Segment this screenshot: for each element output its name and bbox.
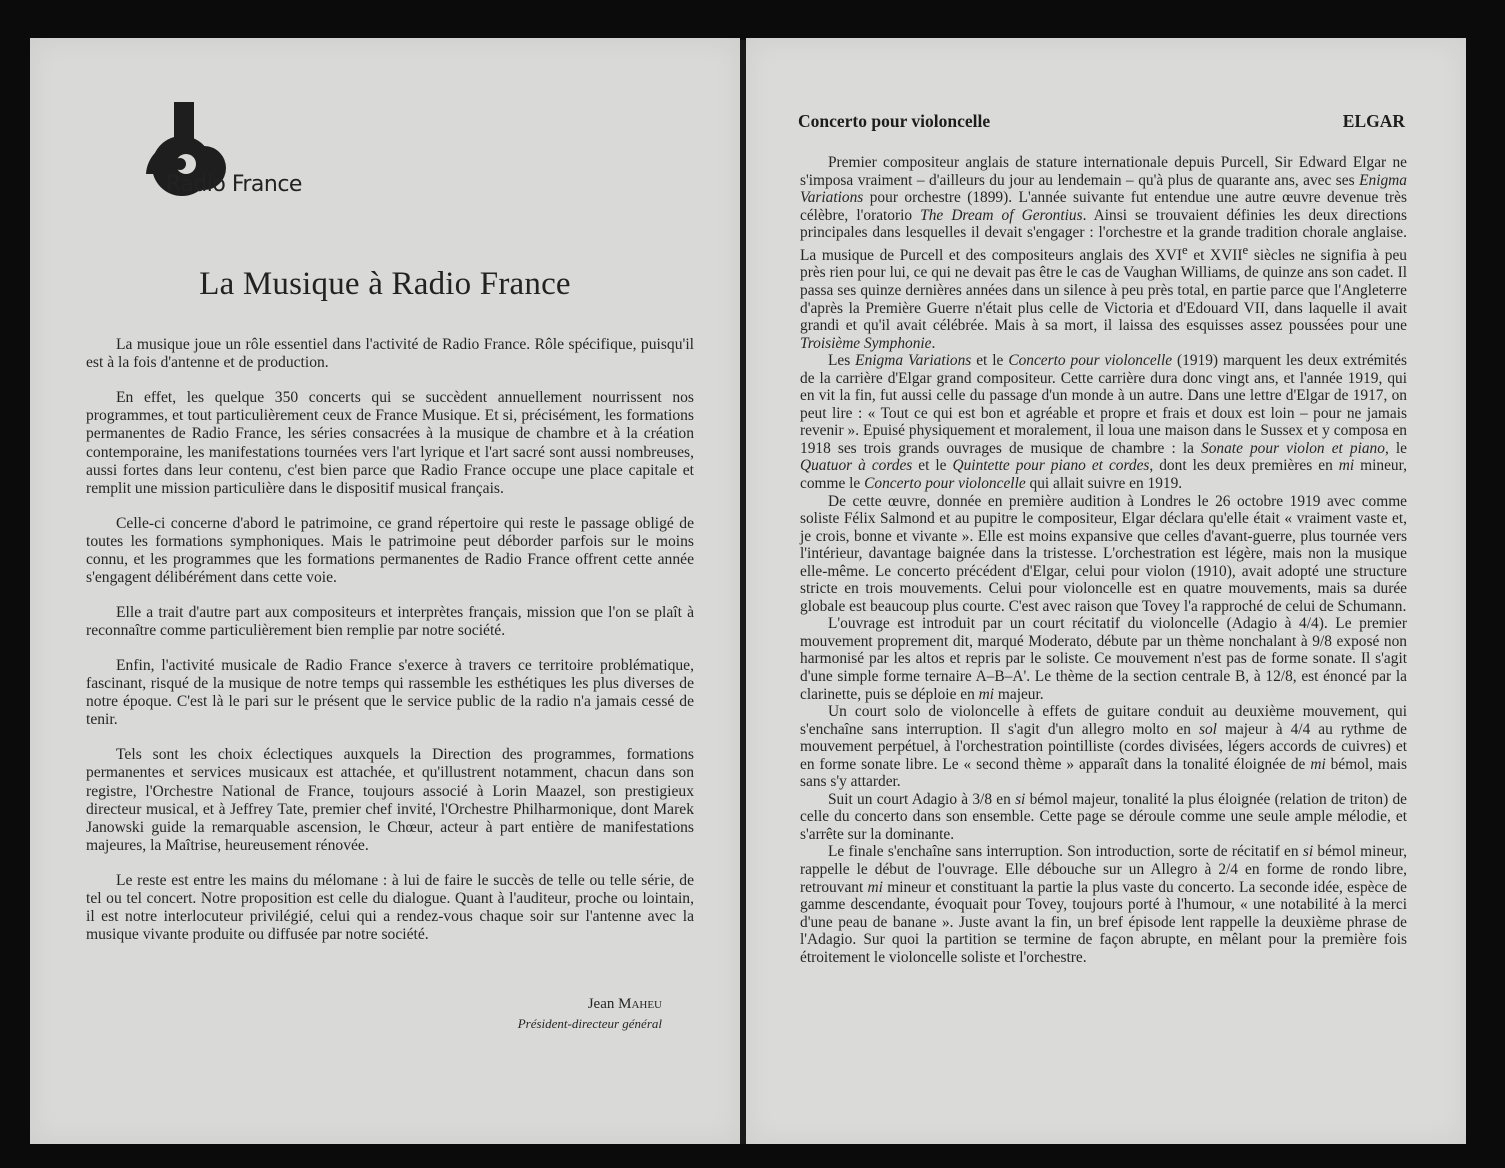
paragraph: Le finale s'enchaîne sans interruption. Son introduction, sorte de récitatif en si bémol mineur, rappelle le début de l'ouvrage. Elle débouche sur un Allegro à 2/4 en forme de rondo libre, retrouvant mi mineur et constituant la partie la plus vaste du concerto. La seconde idée, espèce de gamme descendante, évoquait pour Tovey, toujours porté à l'humour, « une notabilité à la merci d'une peau de banane ». Juste avant la fin, un bref épisode lent rappelle la deuxième phrase de l'Adagio. Sur quoi la partition se termine de façon abrupte, en mêlant pour la première fois étroitement le violoncelle soliste et l'orchestre. (800, 843, 1407, 966)
logo-text: Radio France (166, 172, 302, 197)
paragraph: Premier compositeur anglais de stature internationale depuis Purcell, Sir Edward Elgar ne s'imposa vraiment – d'ailleurs du jour au lendemain – qu'à plus de quarante ans, avec ses Enigma Variations pour orchestre (1899). L'année suivante fut entendue une autre œuvre devenue très célèbre, l'oratorio The Dream of Gerontius. Ainsi se trouvaient définies les deux directions principales dans lesquelles il devait s'engager : l'orchestre et la grande tradition chorale anglaise. La musique de Purcell et des compositeurs anglais des XVIe et XVIIe siècles ne signifia à peu près rien pour lui, ce qui ne devait pas être le cas de Vaughan Williams, de quinze ans son cadet. Il passa ses quinze dernières années dans un silence à peu près total, en partie parce que l'Angleterre d'après la Première Guerre n'était plus celle de Victoria et d'Edouard VII, dans laquelle il avait grandi et qu'il avait célébrée. Mais à sa mort, il laissa des esquisses assez poussées pour une Troisième Symphonie. (800, 154, 1407, 352)
signature-first-name: Jean (587, 996, 615, 1012)
paragraph: Les Enigma Variations et le Concerto pour violoncelle (1919) marquent les deux extrémités de la carrière d'Elgar grand compositeur. Cette carrière dura donc vingt ans, et l'année 1919, qui en vit la fin, fut aussi celle du passage d'un monde à un autre. Dans une lettre d'Elgar de 1917, on peut lire : « Tout ce qui est bon et agréable et propre et frais et doux est loin – pour ne jamais revenir ». Epuisé physiquement et moralement, il loua une maison dans le Sussex et y composa en 1918 ses trois grands ouvrages de musique de chambre : la Sonate pour violon et piano, le Quatuor à cordes et le Quintette pour piano et cordes, dont les deux premières en mi mineur, comme le Concerto pour violoncelle qui allait suivre en 1919. (800, 352, 1408, 492)
editorial-body (86, 336, 694, 961)
signature-role: Président-directeur général (517, 1016, 662, 1031)
signature-name (430, 994, 662, 1014)
paragraph: L'ouvrage est introduit par un court récitatif du violoncelle (Adagio à 4/4). Le premier mouvement proprement dit, marqué Moderato, débute par un thème nonchalant à 9/8 exposé non harmonisé par les altos et repris par le soliste. Ce mouvement n'est pas de forme sonate. Il s'agit d'une simple forme ternaire A–B–A'. Le thème de la section centrale B, à 12/8, est énoncé par la clarinette, puis se déploie en mi majeur. (800, 615, 1407, 703)
paragraph: Un court solo de violoncelle à effets de guitare conduit au deuxième mouvement, qui s'enchaîne sans interruption. Il s'agit d'un allegro molto en sol majeur à 4/4 au rythme de mouvement perpétuel, à l'orchestration pointilliste (cordes divisées, légers accords de cuivres) et en forme sonate libre. Le « second thème » apparaît dans la tonalité éloignée de mi bémol, mais sans s'y attarder. (800, 703, 1407, 791)
paragraph: De cette œuvre, donnée en première audition à Londres le 26 octobre 1919 avec comme soliste Félix Salmond et au pupitre le compositeur, Elgar déclara qu'elle était « vraiment vaste et, je crois, bonne et vivante ». Elle est moins expansive que celles d'avant-guerre, plus tournée vers l'intérieur, davantage baignée dans la tristesse. L'orchestration est légère, mais non la musique elle-même. Le concerto précédent d'Elgar, celui pour violon (1910), avait adopté une structure stricte en trois mouvements. Celui pour violoncelle est en quatre mouvements, mais sa durée globale est beaucoup plus courte. C'est avec raison que Tovey l'a rapproché de celui de Schumann. (800, 492, 1407, 615)
program-note-body (800, 154, 1407, 966)
paragraph: En effet, les quelque 350 concerts qui se succèdent annuellement nourrissent nos programmes, et tout particulièrement ceux de France Musique. Et si, précisément, les formations permanentes de Radio France, les séries consacrées à la musique de chambre et à la création contemporaine, les manifestations tournées vers l'art lyrique et l'art sacré sont aussi nombreuses, aussi fortes dans leur contenu, c'est bien parce que Radio France occupe une place capitale et remplit une mission particulière dans le dispositif musical français. (86, 388, 694, 497)
paragraph: Enfin, l'activité musicale de Radio France s'exerce à travers ce territoire problématique, fascinant, risqué de la musique de notre temps qui rassemble les esthétiques les plus diverses de notre époque. C'est là le pari sur le présent que le service public de la radio n'a jamais cessé de tenir. (86, 656, 694, 729)
paragraph: Suit un court Adagio à 3/8 en si bémol majeur, tonalité la plus éloignée (relation de triton) de celle du concerto dans son ensemble. Cette page se déroule comme une seule ample mélodie, et s'arrête sur la dominante. (800, 790, 1407, 843)
running-header-title: Concerto pour violoncelle (798, 111, 991, 131)
right-page (746, 38, 1466, 1144)
running-header-composer: ELGAR (1342, 111, 1405, 131)
signature-last-name: Maheu (618, 996, 662, 1012)
page-title: La Musique à Radio France (199, 266, 571, 302)
paragraph: Elle a trait d'autre part aux compositeurs et interprètes français, mission que l'on se plaît à reconnaître comme particulièrement bien remplie par notre société. (86, 603, 694, 640)
paragraph: Tels sont les choix éclectiques auxquels la Direction des programmes, formations permanentes et services musicaux est attachée, et qu'illustrent notamment, chacun dans son registre, l'Orchestre National de France, toujours associé à Lorin Maazel, son prestigieux directeur musical, et à Jeffrey Tate, premier chef invité, l'Orchestre Philharmonique, dont Marek Janowski guide la remarquable ascension, le Chœur, acteur à part entière de manifestations majeures, la Maîtrise, heureusement rénovée. (86, 746, 694, 855)
paragraph: La musique joue un rôle essentiel dans l'activité de Radio France. Rôle spécifique, puisqu'il est à la fois d'antenne et de production. (86, 336, 694, 372)
signature (430, 994, 662, 1034)
paragraph: Le reste est entre les mains du mélomane : à lui de faire le succès de telle ou telle série, de tel ou tel concert. Notre proposition est celle du dialogue. Quant à l'auditeur, proche ou lointain, il est notre interlocuteur privilégié, celui qui a rendez-vous chaque soir sur l'antenne avec la musique vivante produite ou diffusée par notre société. (86, 871, 694, 944)
left-page (30, 38, 740, 1144)
paragraph: Celle-ci concerne d'abord le patrimoine, ce grand répertoire qui reste le passage obligé de toutes les formations symphoniques. Mais le patrimoine peut déborder parfois sur le moins connu, et les programmes que les formations permanentes de Radio France offrent cette année s'engagent délibérément dans cette voie. (86, 514, 694, 587)
